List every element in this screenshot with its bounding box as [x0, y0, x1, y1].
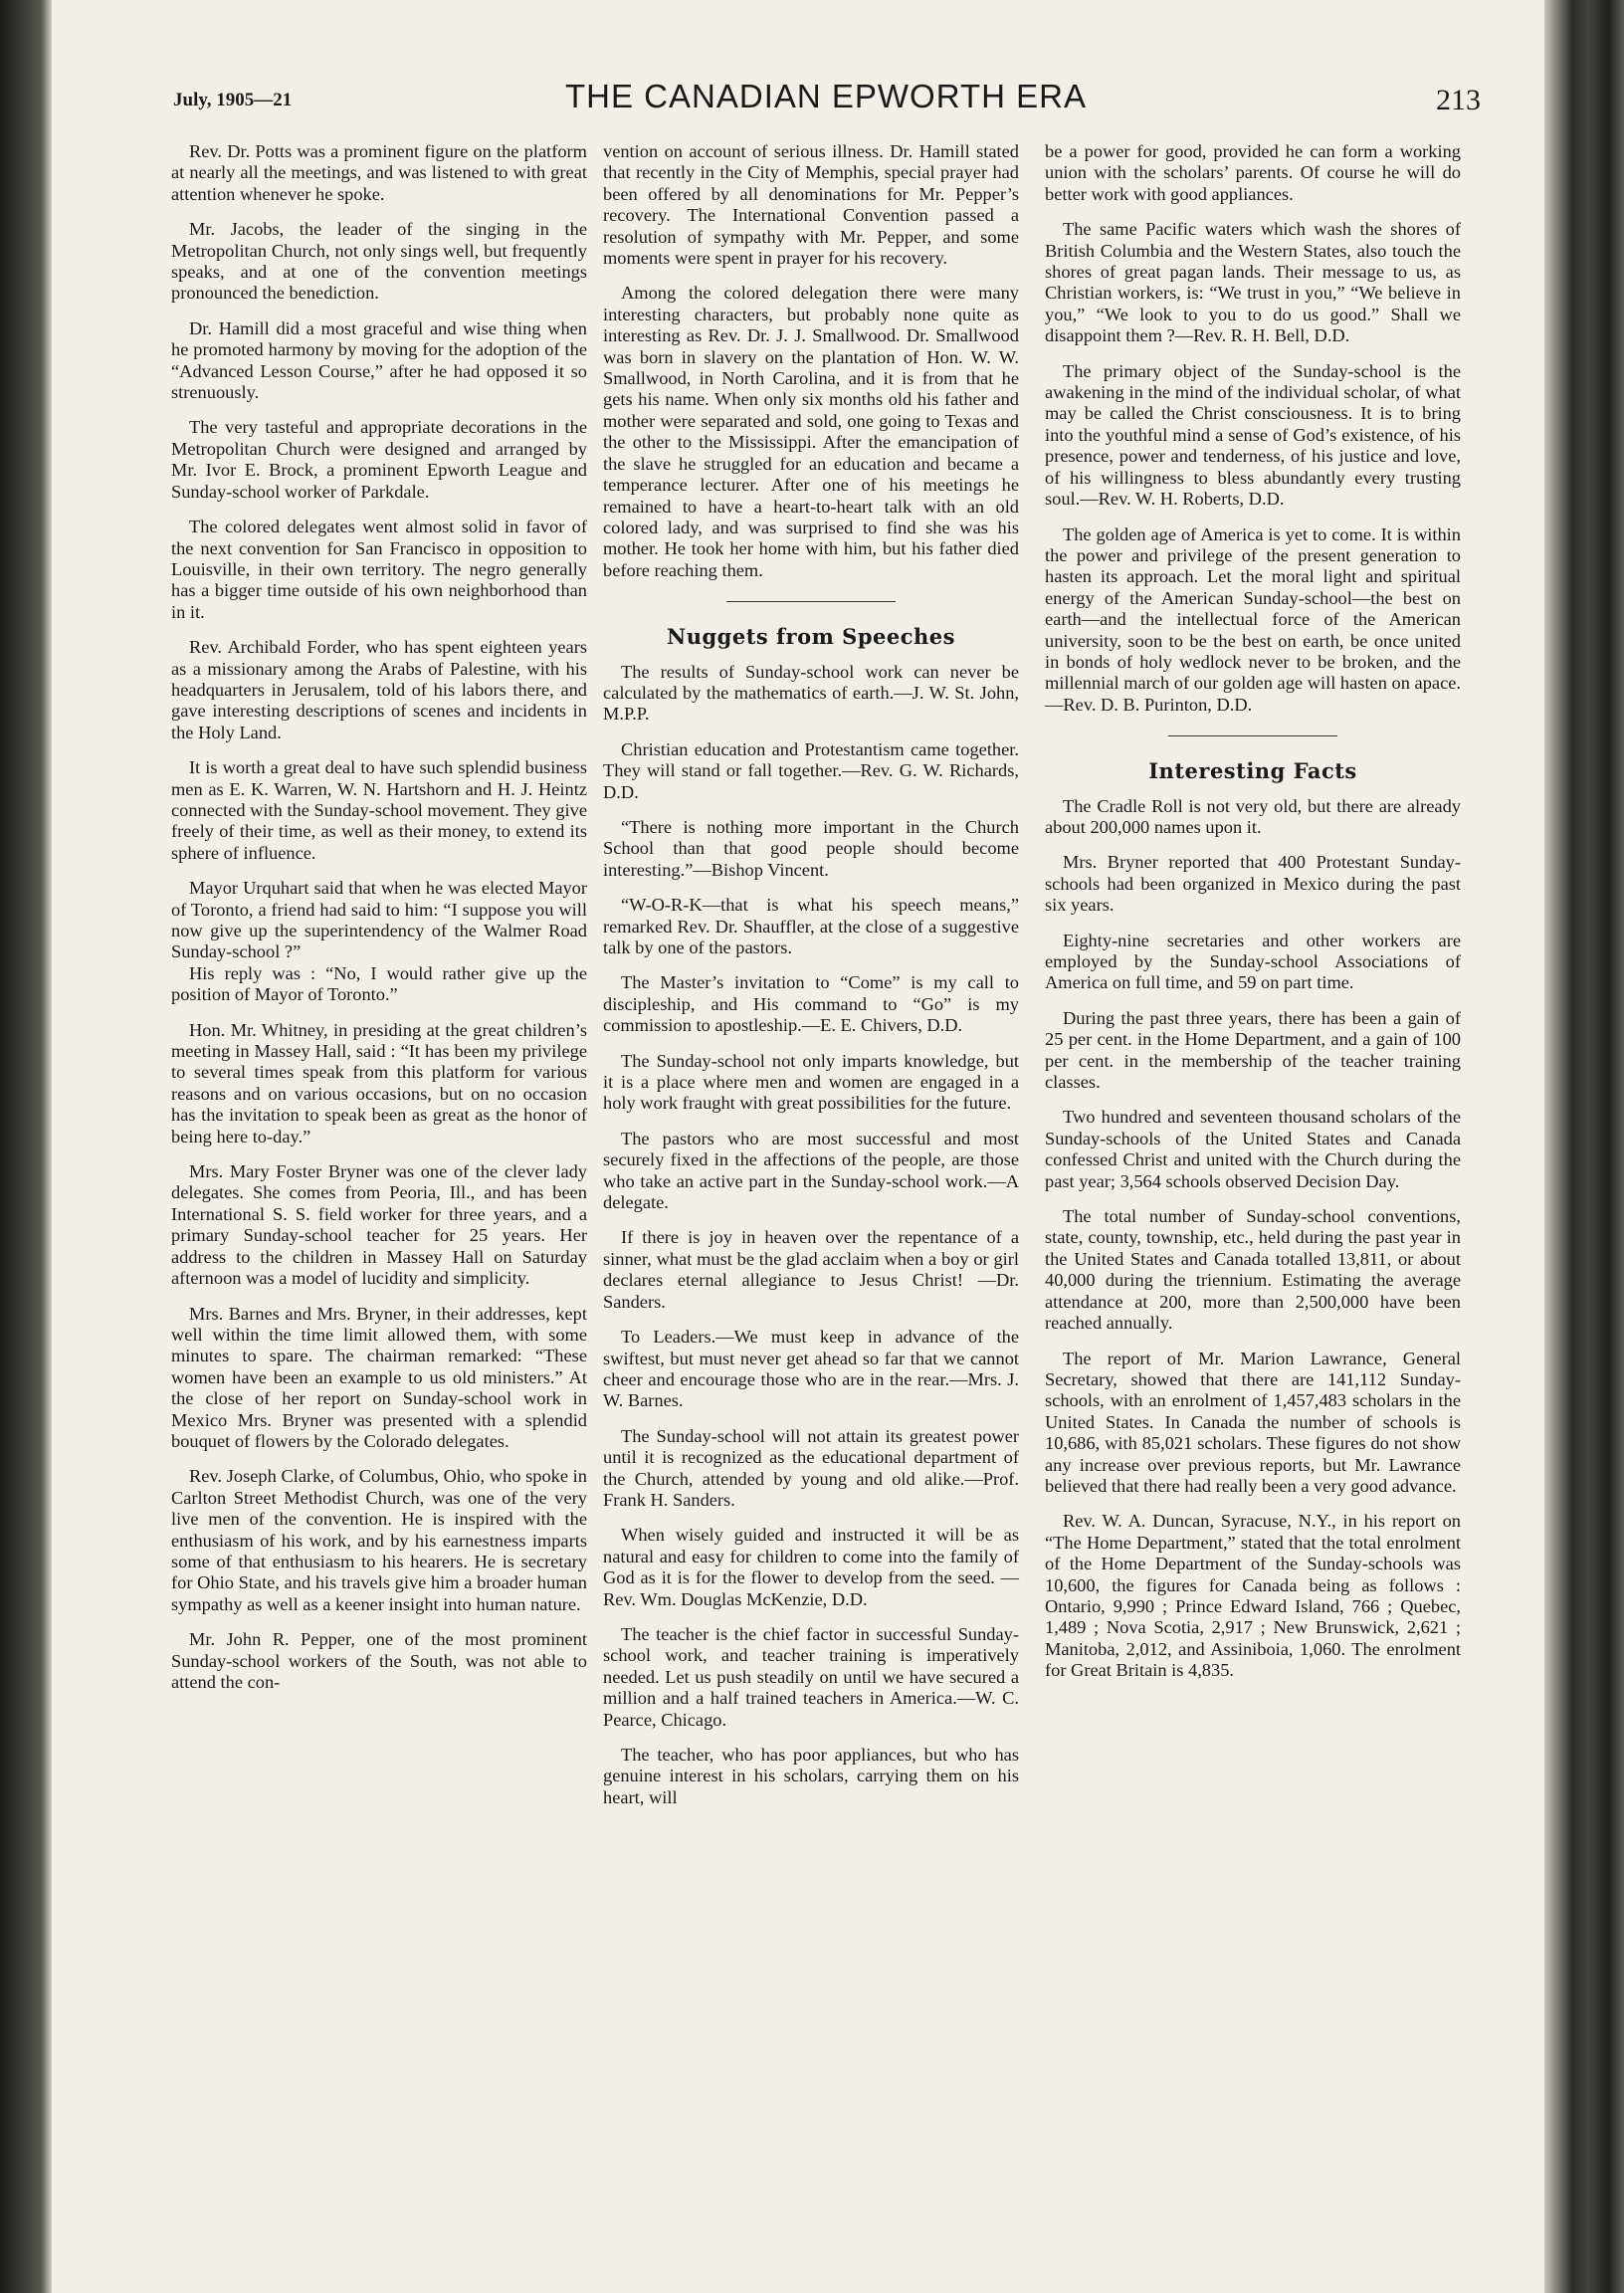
paragraph: Mr. John R. Pepper, one of the most prominent Sunday-school workers of the South, was not able to attend the con- [171, 1629, 587, 1692]
paragraph: Mrs. Barnes and Mrs. Bryner, in their addresses, kept well within the time limit allowed them, with some minutes to spare. The chairman remarked: “These women have been an example to us old ministers.” At the close of her report on Sunday-school work in Mexico Mrs. Bryner was presented with a splendid bouquet of flowers by the Colorado delegates. [171, 1303, 587, 1451]
publication-title: THE CANADIAN EPWORTH ERA [565, 78, 1087, 114]
fact-item: Two hundred and seventeen thousand scholars of the Sunday-schools of the United States and Canada confessed Christ and united with the Church during the past year; 3,564 schools observed Decision Day. [1045, 1107, 1461, 1191]
paragraph: Rev. Joseph Clarke, of Columbus, Ohio, who spoke in Carlton Street Methodist Church, was one of the very live men of the convention. He is inspired with the enthusiasm of his work, and by his earnestness imparts some of that enthusiasm to his hearers. He is secretary for Ohio State, and his travels give him a broader human sympathy as well as a keener insight into human nature. [171, 1466, 587, 1614]
column-1 [171, 141, 587, 1707]
nugget-item: “W-O-R-K—that is what his speech means,” remarked Rev. Dr. Shauffler, at the close of a suggestive talk by one of the pastors. [603, 895, 1019, 957]
fact-item: The report of Mr. Marion Lawrance, General Secretary, showed that there are 141,112 Sunday-schools, with an enrolment of 1,457,483 scholars in the United States. In Canada the number of schools is 10,686, with 85,021 scholars. These figures do not show any increase over previous reports, but Mr. Lawrance believed that there had really been a very good advance. [1045, 1348, 1461, 1496]
nugget-item: When wisely guided and instructed it will be as natural and easy for children to come into the family of God as it is for the flower to develop from the seed. —Rev. Wm. Douglas McKenzie, D.D. [603, 1525, 1019, 1609]
paragraph: It is worth a great deal to have such splendid business men as E. K. Warren, W. N. Hartshorn and H. J. Heintz connected with the Sunday-school movement. They give freely of their time, as well as their money, to extend its sphere of influence. [171, 757, 587, 863]
nugget-item: To Leaders.—We must keep in advance of the swiftest, but must never get ahead so far that we cannot cheer and encourage those who are in the rear.—Mrs. J. W. Barnes. [603, 1327, 1019, 1411]
nugget-item: The teacher, who has poor appliances, but who has genuine interest in his scholars, carrying them on his heart, will [603, 1745, 1019, 1807]
fact-item: Eighty-nine secretaries and other workers are employed by the Sunday-school Associations of America on full time, and 59 on part time. [1045, 930, 1461, 993]
page-header [169, 78, 1483, 127]
paragraph-continued: be a power for good, provided he can form a working union with the scholars’ parents. Of course he will do better work with good appliances. [1045, 141, 1461, 204]
nugget-item: The Sunday-school not only imparts knowledge, but it is a place where men and women are engaged in a holy work fraught with great possibilities for the future. [603, 1050, 1019, 1114]
nugget-item: The Sunday-school will not attain its greatest power until it is recognized as the educational department of the Church, attended by young and old alike.—Prof. Frank H. Sanders. [603, 1425, 1019, 1510]
column-2 [603, 141, 1019, 1822]
section-divider [1168, 735, 1337, 736]
paragraph: Rev. Dr. Potts was a prominent figure on the platform at nearly all the meetings, and was listened to with great attention whenever he spoke. [171, 141, 587, 204]
paragraph: Dr. Hamill did a most graceful and wise thing when he promoted harmony by moving for the adoption of the “Advanced Lesson Course,” after he had opposed it so strenuously. [171, 317, 587, 403]
fact-item: Mrs. Bryner reported that 400 Protestant Sunday-schools had been organized in Mexico during the past six years. [1045, 852, 1461, 916]
paragraph: Mr. Jacobs, the leader of the singing in the Metropolitan Church, not only sings well, but frequently speaks, and at one of the convention meetings pronounced the benediction. [171, 219, 587, 304]
paragraph: Mayor Urquhart said that when he was elected Mayor of Toronto, a friend had said to him: “I suppose you will now give up the superintendency of the Walmer Road Sunday-school ?” [171, 878, 587, 962]
nugget-item: The Master’s invitation to “Come” is my call to discipleship, and His command to “Go” is my commission to apostleship.—E. E. Chivers, D.D. [603, 972, 1019, 1036]
issue-date: July, 1905—21 [173, 90, 293, 110]
section-divider [726, 601, 896, 602]
page-edge-shadow [1544, 0, 1624, 2293]
paragraph: Among the colored delegation there were many interesting characters, but probably none quite as interesting as Rev. Dr. J. J. Smallwood. Dr. Smallwood was born in slavery on the plantation of Hon. W. W. Smallwood, in North Carolina, and it is from that he gets his name. When only six months old his father and mother were separated and sold, one going to Texas and the other to the Mississippi. After the emancipation of the slave he struggled for an education and became a temperance lecturer. After one of his meetings he remained to have a heart-to-heart talk with an old colored lady, and was surprised to find she was his mother. He took her home with him, but his father died before reaching them. [603, 283, 1019, 580]
paragraph: Mrs. Mary Foster Bryner was one of the clever lady delegates. She comes from Peoria, Ill., and has been International S. S. field worker for three years, and a primary Sunday-school teacher for 25 years. Her address to the children in Massey Hall on Saturday afternoon was a model of lucidity and simplicity. [171, 1161, 587, 1289]
paragraph: The same Pacific waters which wash the shores of British Columbia and the Western States, also touch the shores of great pagan lands. Their message to us, as Christian workers, is: “We trust in you,” “We believe in you,” “We look to you to do us good.” Shall we disappoint them ?—Rev. R. H. Bell, D.D. [1045, 219, 1461, 346]
book-binding-edge [0, 0, 52, 2293]
paragraph: Rev. Archibald Forder, who has spent eighteen years as a missionary among the Arabs of Palestine, with his headquarters in Jerusalem, told of his labors there, and gave interesting descriptions of scenes and incidents in the Holy Land. [171, 637, 587, 742]
fact-item: The total number of Sunday-school conventions, state, county, township, etc., held during the past year in the United States and Canada totalled 13,811, or about 40,000 during the triennium. Estimating the average attendance at 200, more than 2,500,000 have been reached annually. [1045, 1206, 1461, 1334]
paragraph: The colored delegates went almost solid in favor of the next convention for San Francisco in opposition to Louisville, in their own territory. The negro generally has a bigger time outside of his own neighborhood than in it. [171, 517, 587, 622]
column-3 [1045, 141, 1461, 1696]
section-heading-nuggets: Nuggets from Speeches [667, 624, 955, 650]
nugget-item: The results of Sunday-school work can never be calculated by the mathematics of earth.—J. W. St. John, M.P.P. [603, 661, 1019, 725]
fact-item: The Cradle Roll is not very old, but there are already about 200,000 names upon it. [1045, 795, 1461, 837]
nugget-item: Christian education and Protestantism came together. They will stand or fall together.—Rev. G. W. Richards, D.D. [603, 738, 1019, 802]
paragraph: His reply was : “No, I would rather give up the position of Mayor of Toronto.” [171, 962, 587, 1005]
nugget-item: The pastors who are most successful and most securely fixed in the affections of the people, are those who take an active part in the Sunday-school work.—A delegate. [603, 1128, 1019, 1213]
section-heading-facts: Interesting Facts [1148, 758, 1357, 784]
fact-item: During the past three years, there has been a gain of 25 per cent. in the Home Department, and a gain of 100 per cent. in the membership of the teacher training classes. [1045, 1007, 1461, 1093]
nugget-item: The teacher is the chief factor in successful Sunday-school work, and teacher training is imperatively needed. Let us push steadily on until we have secured a million and a half trained teachers in America.—W. C. Pearce, Chicago. [603, 1623, 1019, 1730]
nugget-item: “There is nothing more important in the Church School than that good people should become interesting.”—Bishop Vincent. [603, 816, 1019, 880]
paragraph: The primary object of the Sunday-school is the awakening in the mind of the individual scholar, of what may be called the Christ consciousness. It is to bring into the youthful mind a sense of God’s existence, of his presence, power and tenderness, of his justice and love, of his willingness to bless abundantly every trusting soul.—Rev. W. H. Roberts, D.D. [1045, 360, 1461, 510]
paragraph: The very tasteful and appropriate decorations in the Metropolitan Church were designed and arranged by Mr. Ivor E. Brock, a prominent Epworth League and Sunday-school worker of Parkdale. [171, 417, 587, 502]
fact-item: Rev. W. A. Duncan, Syracuse, N.Y., in his report on “The Home Department,” stated that the total enrolment of the Home Department of the Sunday-schools was 10,600, the figures for Canada being as follows : Ontario, 9,990 ; Prince Edward Island, 766 ; Quebec, 1,489 ; Nova Scotia, 2,917 ; New Brunswick, 2,621 ; Manitoba, 2,012, and Assiniboia, 1,060. The enrolment for Great Britain is 4,835. [1045, 1511, 1461, 1681]
nugget-item: If there is joy in heaven over the repentance of a sinner, what must be the glad acclaim when a boy or girl declares eternal allegiance to Jesus Christ! —Dr. Sanders. [603, 1227, 1019, 1312]
page-number: 213 [1436, 84, 1481, 116]
paragraph-continued: vention on account of serious illness. Dr. Hamill stated that recently in the City of Memphis, special prayer had been offered by all denominations for Mr. Pepper’s recovery. The International Convention passed a resolution of sympathy with Mr. Pepper, and some moments were spent in prayer for his recovery. [603, 141, 1019, 269]
paragraph: The golden age of America is yet to come. It is within the power and privilege of the present generation to hasten its approach. Let the moral light and spiritual energy of the American Sunday-school—the best on earth—and the intellectual force of the American university, soon to be the best on earth, be once united in bonds of holy wedlock never to be broken, and the millennial march of our golden age will hasten on apace.—Rev. D. B. Purinton, D.D. [1045, 523, 1461, 715]
paragraph: Hon. Mr. Whitney, in presiding at the great children’s meeting in Massey Hall, said : “It has been my privilege to several times speak from this platform for various reasons and on various occasions, but on no occasion has the invitation to speak been as great as the honor of being here to-day.” [171, 1019, 587, 1146]
